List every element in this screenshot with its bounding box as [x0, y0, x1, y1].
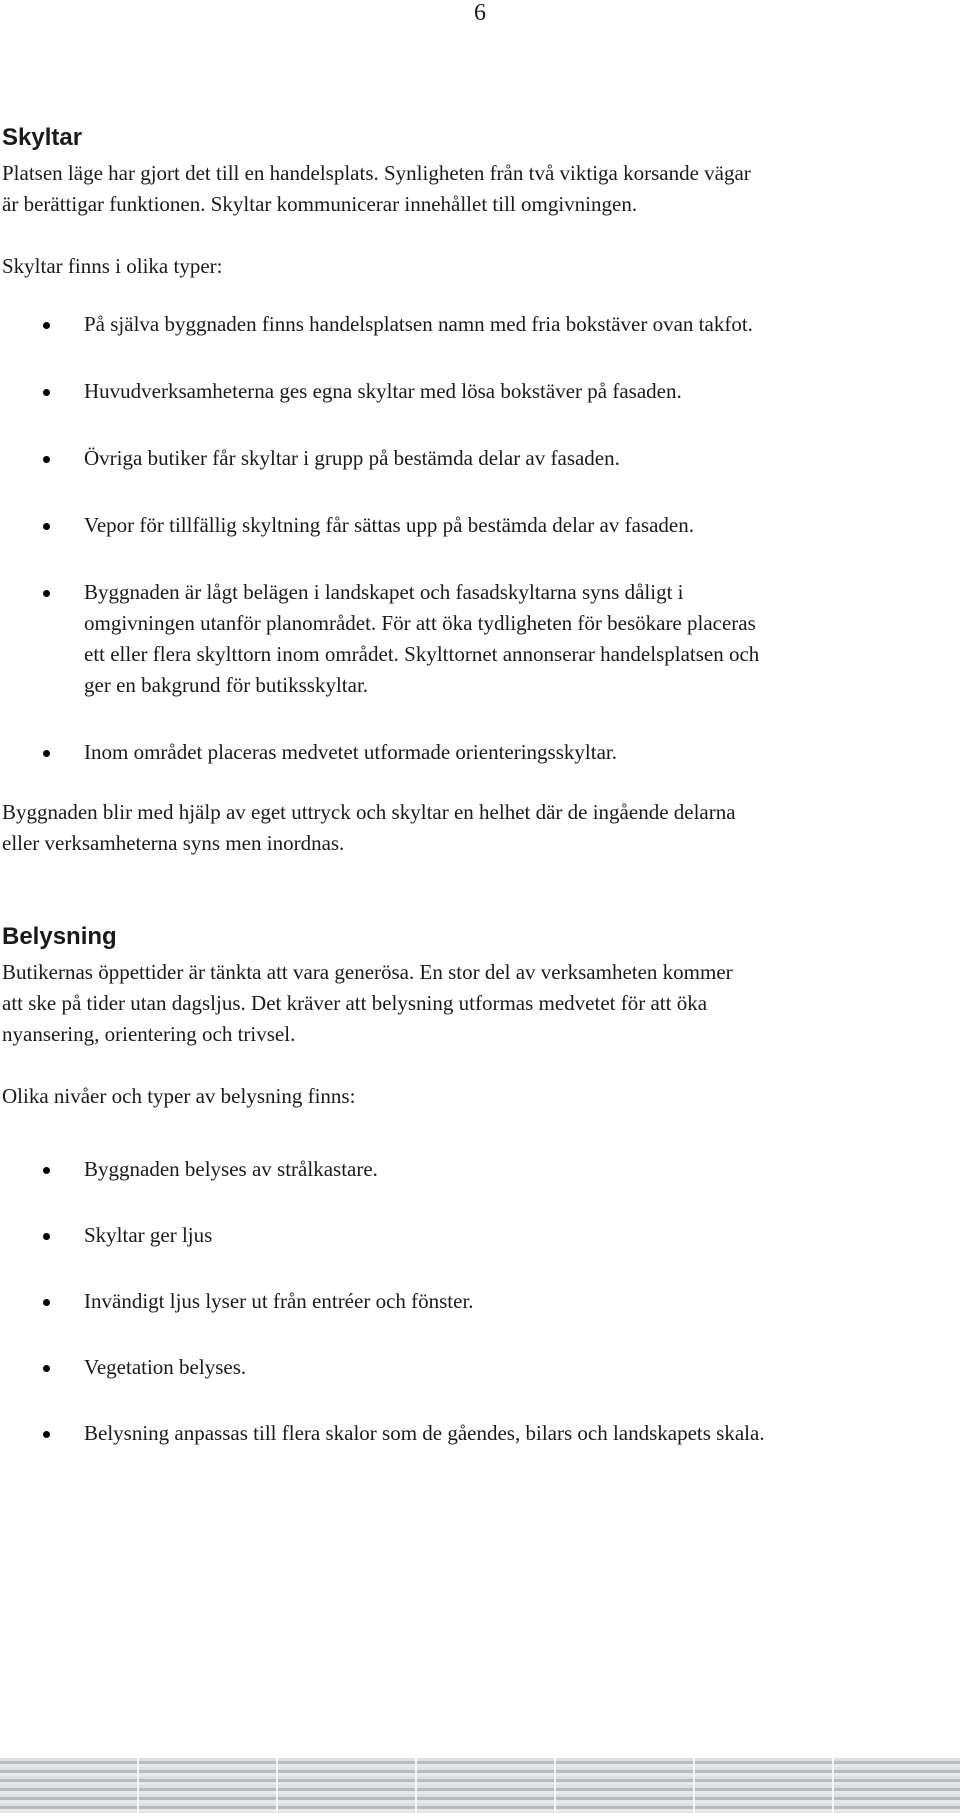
bullet-icon: [43, 456, 50, 463]
bullet-icon: [43, 1365, 50, 1372]
belysning-types-intro: Olika nivåer och typer av belysning finns:: [2, 1084, 356, 1108]
skyltar-list: [2, 309, 952, 768]
text-line: ger en bakgrund för butiksskyltar.: [84, 673, 369, 697]
list-item: [2, 376, 952, 407]
list-item: [2, 1352, 952, 1383]
list-item: [2, 443, 952, 474]
bullet-icon: [43, 322, 50, 329]
document-body: [2, 124, 952, 1449]
text-line: att ske på tider utan dagsljus. Det kräver att belysning utformas medvetet för att öka: [2, 991, 708, 1015]
bullet-icon: [43, 1431, 50, 1438]
list-item: [2, 510, 952, 541]
list-item: [2, 737, 952, 768]
list-item-text: Vepor för tillfällig skyltning får sättas upp på bestämda delar av fasaden.: [84, 513, 694, 537]
list-item-text: På själva byggnaden finns handelsplatsen namn med fria bokstäver ovan takfot.: [84, 312, 753, 336]
section-heading-skyltar: Skyltar: [2, 124, 83, 151]
text-line: ett eller flera skylttorn inom området. Skylttornet annonserar handelsplatsen och: [84, 642, 760, 666]
list-item-text: Vegetation belyses.: [84, 1355, 247, 1379]
belysning-intro: [2, 957, 952, 1050]
bullet-icon: [43, 523, 50, 530]
skyltar-closing: [2, 797, 952, 859]
list-item: [2, 577, 952, 701]
text-line: nyansering, orientering och trivsel.: [2, 1022, 296, 1046]
bullet-icon: [43, 1299, 50, 1306]
bullet-icon: [43, 590, 50, 597]
list-item-text: Huvudverksamheterna ges egna skyltar med lösa bokstäver på fasaden.: [84, 379, 682, 403]
text-line: Butikernas öppettider är tänkta att vara generösa. En stor del av verksamheten kommer: [2, 960, 733, 984]
skyltar-intro: [2, 158, 952, 220]
list-item-text: Belysning anpassas till flera skalor som de gåendes, bilars och landskapets skala.: [84, 1421, 765, 1445]
belysning-list: [2, 1154, 952, 1449]
decorative-footer-band: [0, 1758, 960, 1813]
list-item: [2, 309, 952, 340]
list-item: [2, 1220, 952, 1251]
list-item-text: Invändigt ljus lyser ut från entréer och fönster.: [84, 1289, 474, 1313]
list-item: [2, 1286, 952, 1317]
text-line: omgivningen utanför planområdet. För att öka tydligheten för besökare placeras: [84, 611, 756, 635]
page-number: 6: [474, 0, 486, 26]
bullet-icon: [43, 1167, 50, 1174]
bullet-icon: [43, 750, 50, 757]
list-item-text: Skyltar ger ljus: [84, 1223, 213, 1247]
section-belysning: [2, 923, 952, 1449]
list-item: [2, 1418, 952, 1449]
list-item-text: Inom området placeras medvetet utformade orienteringsskyltar.: [84, 740, 617, 764]
section-heading-belysning: Belysning: [2, 923, 117, 950]
text-line: eller verksamheterna syns men inordnas.: [2, 831, 345, 855]
skyltar-types-intro: Skyltar finns i olika typer:: [2, 254, 223, 278]
text-line: är berättigar funktionen. Skyltar kommunicerar innehållet till omgivningen.: [2, 192, 638, 216]
list-item-text: Övriga butiker får skyltar i grupp på bestämda delar av fasaden.: [84, 446, 620, 470]
bullet-icon: [43, 389, 50, 396]
section-skyltar: [2, 124, 952, 859]
bullet-icon: [43, 1233, 50, 1240]
list-item: [2, 1154, 952, 1185]
text-line: Byggnaden blir med hjälp av eget uttryck och skyltar en helhet där de ingående delarna: [2, 800, 736, 824]
text-line: Byggnaden är lågt belägen i landskapet och fasadskyltarna syns dåligt i: [84, 580, 684, 604]
text-line: Platsen läge har gjort det till en handelsplats. Synligheten från två viktiga korsande vägar: [2, 161, 751, 185]
list-item-text: Byggnaden belyses av strålkastare.: [84, 1157, 378, 1181]
